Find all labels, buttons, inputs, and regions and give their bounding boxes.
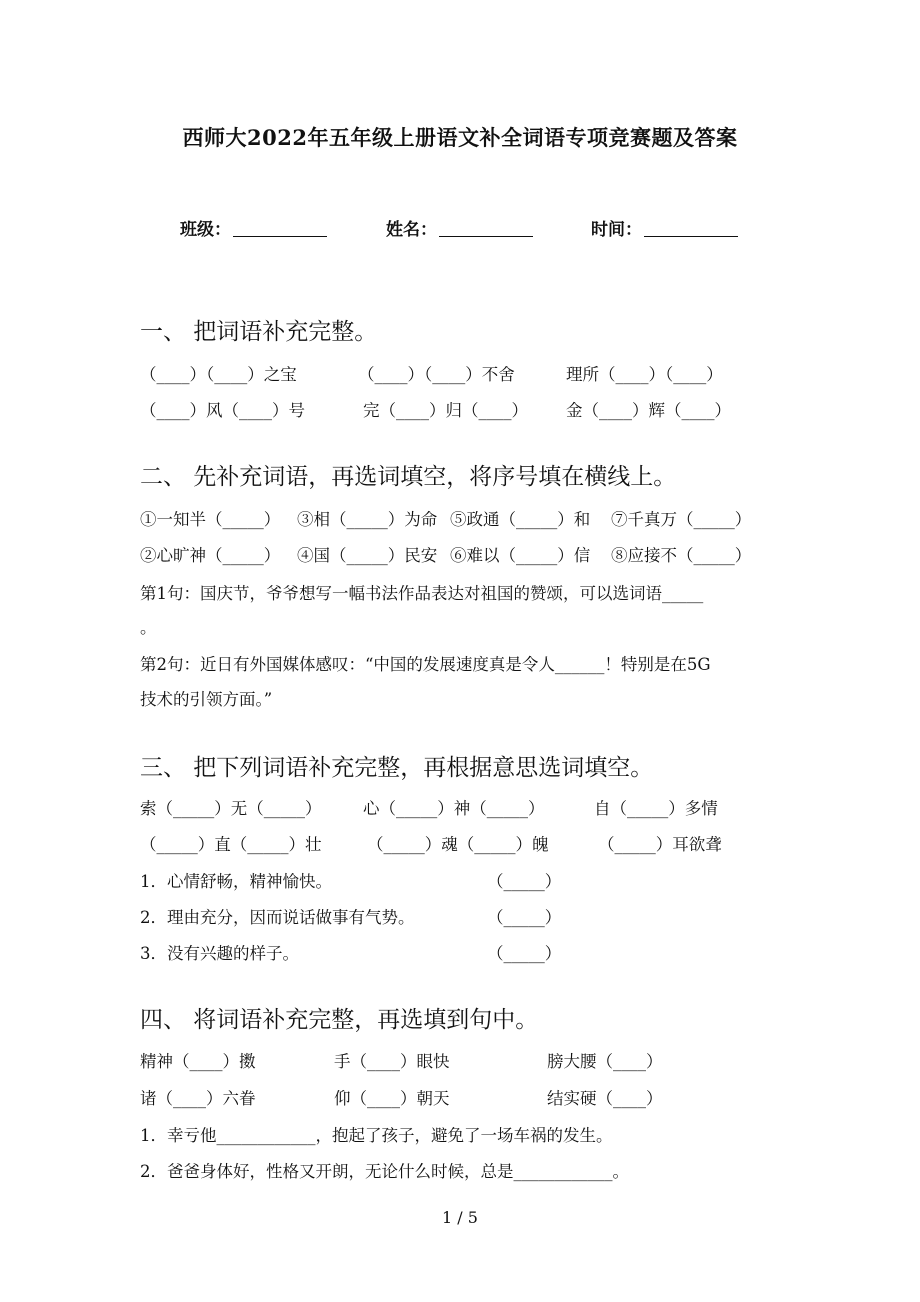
s4-item: 手（____）眼快 — [334, 1052, 450, 1071]
s3-answer-blank[interactable]: （_____） — [487, 872, 562, 891]
document-title: 西师大2022年五年级上册语文补全词语专项竞赛题及答案 — [182, 125, 738, 150]
section-4-heading: 四、 将词语补充完整，再选填到句中。 — [140, 1007, 539, 1033]
section-3-heading: 三、 把下列词语补充完整，再根据意思选词填空。 — [140, 755, 654, 781]
s3-definition: 1．心情舒畅，精神愉快。 — [140, 872, 332, 891]
s3-definition: 2．理由充分，因而说话做事有气势。 — [140, 908, 415, 927]
section-1-heading: 一、 把词语补充完整。 — [140, 319, 378, 345]
s2-question-2-end: 技术的引领方面。” — [140, 690, 273, 709]
s2-item: ③相（_____）为命 — [297, 510, 438, 529]
s4-item: 膀大腰（____） — [547, 1052, 663, 1071]
s3-definition: 3．没有兴趣的样子。 — [140, 944, 299, 963]
s3-item: 自（_____）多情 — [594, 799, 718, 818]
s2-question-1-end: 。 — [140, 618, 157, 637]
s3-item: （_____）魂（_____）魄 — [367, 835, 549, 854]
name-blank[interactable] — [439, 220, 533, 237]
time-field[interactable] — [591, 215, 738, 240]
class-blank[interactable] — [233, 220, 327, 237]
s3-item: （_____）直（_____）壮 — [140, 835, 322, 854]
s2-question-2: 第2句：近日有外国媒体感叹：“中国的发展速度真是令人______！特别是在5G — [140, 655, 711, 674]
class-label: 班级： — [180, 220, 231, 240]
s2-item: ⑥难以（_____）信 — [450, 546, 591, 565]
s3-item: （_____）耳欲聋 — [598, 835, 722, 854]
s2-item: ②心旷神（_____） — [140, 546, 281, 565]
class-field[interactable] — [180, 215, 327, 240]
s4-item: 诸（____）六眷 — [140, 1089, 256, 1108]
s2-item: ④国（_____）民安 — [297, 546, 438, 565]
s4-item: 仰（____）朝天 — [334, 1089, 450, 1108]
s2-question-1: 第1句：国庆节，爷爷想写一幅书法作品表达对祖国的赞颂，可以选词语_____ — [140, 584, 704, 603]
s4-question-2: 2．爸爸身体好，性格又开朗，无论什么时候，总是____________。 — [140, 1162, 629, 1181]
s3-answer-blank[interactable]: （_____） — [487, 908, 562, 927]
s1-item: 金（____）辉（____） — [566, 401, 731, 420]
s1-item: 完（____）归（____） — [363, 401, 528, 420]
s4-question-1: 1．幸亏他____________，抱起了孩子，避免了一场车祸的发生。 — [140, 1126, 613, 1145]
s4-item: 精神（____）擞 — [140, 1052, 256, 1071]
s2-item: ①一知半（_____） — [140, 510, 281, 529]
s1-item: （____）（____）之宝 — [140, 365, 297, 384]
name-field[interactable] — [386, 215, 533, 240]
time-blank[interactable] — [644, 220, 738, 237]
s1-item: （____）（____）不舍 — [358, 365, 515, 384]
s3-item: 索（_____）无（_____） — [140, 799, 322, 818]
s1-item: 理所（____）（____） — [566, 365, 723, 384]
time-label: 时间： — [591, 220, 642, 240]
s2-item: ⑦千真万（_____） — [611, 510, 752, 529]
name-label: 姓名： — [386, 220, 437, 240]
section-2-heading: 二、 先补充词语，再选词填空，将序号填在横线上。 — [140, 464, 677, 490]
s3-answer-blank[interactable]: （_____） — [487, 944, 562, 963]
s1-item: （____）风（____）号 — [140, 401, 305, 420]
s2-item: ⑧应接不（_____） — [611, 546, 752, 565]
s2-item: ⑤政通（_____）和 — [450, 510, 591, 529]
s3-item: 心（_____）神（_____） — [363, 799, 545, 818]
s4-item: 结实硬（____） — [547, 1089, 663, 1108]
page-number: 1 / 5 — [442, 1208, 478, 1227]
